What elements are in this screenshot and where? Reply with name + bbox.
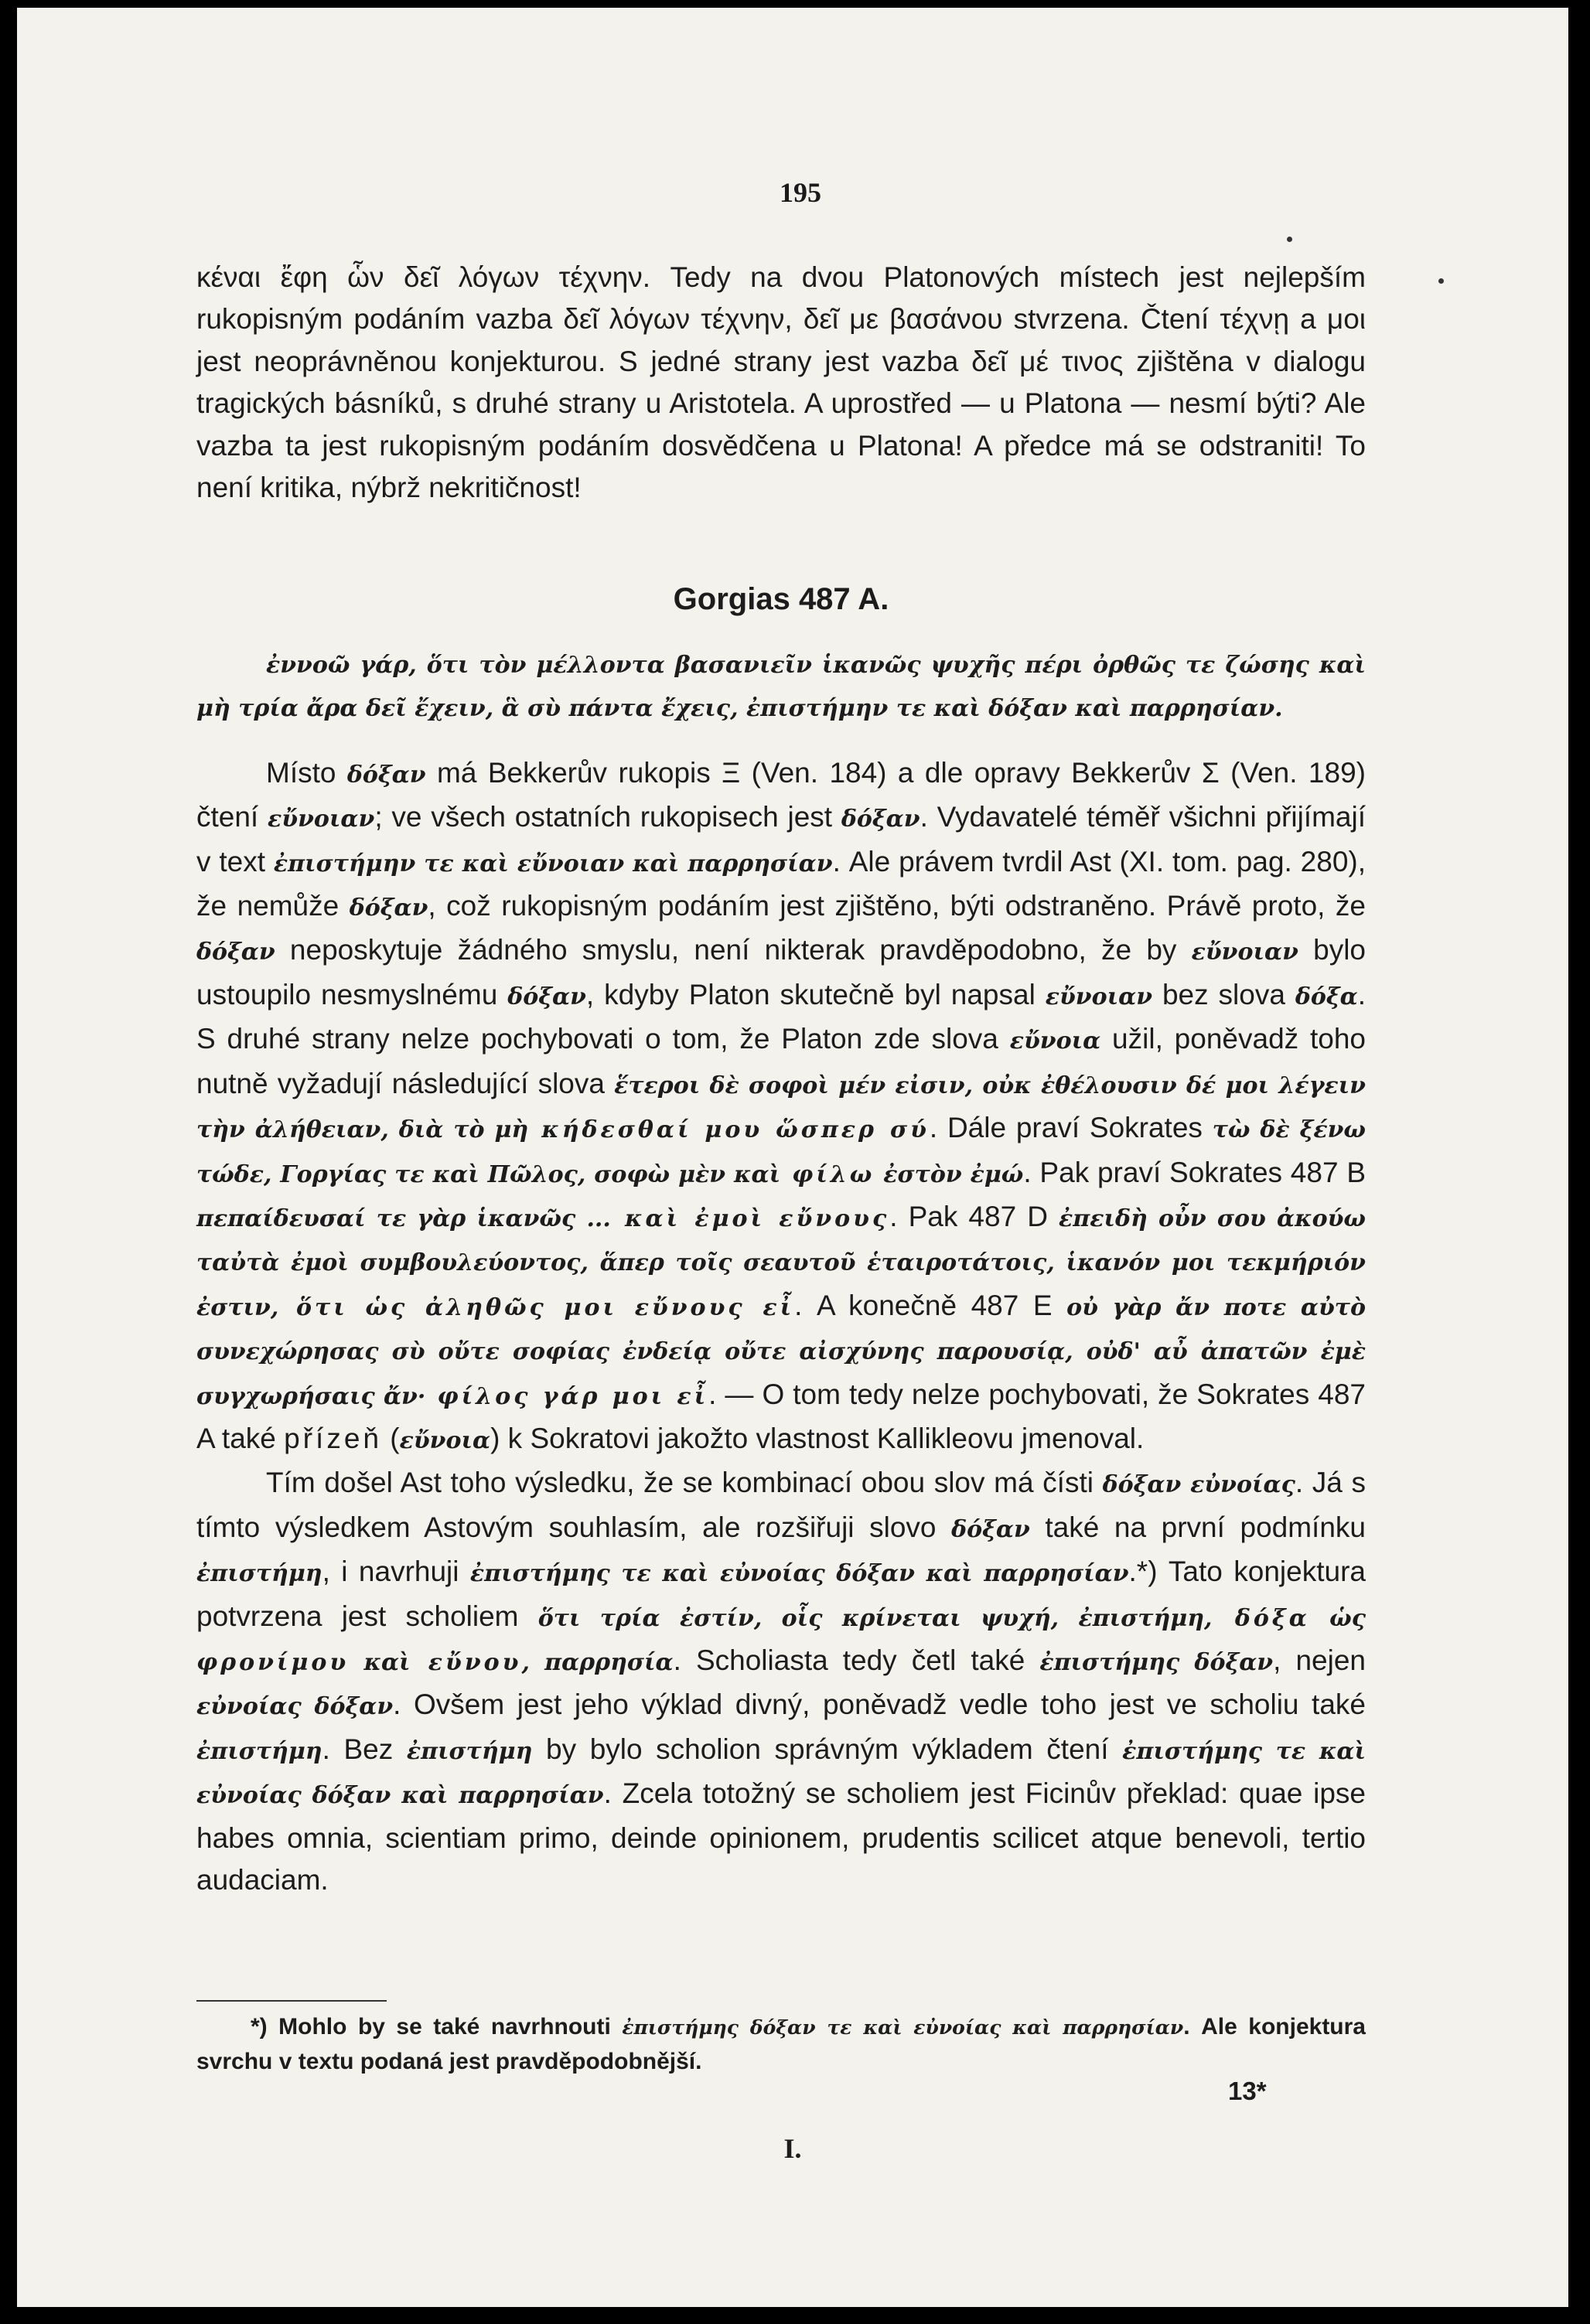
- scanned-page: [17, 8, 1568, 2307]
- footnote-divider: [196, 2000, 387, 2002]
- sheet-mark: I.: [783, 2133, 802, 2164]
- footnote: *) Mohlo by se také navrhnouti ἐπιστήμης δόξαν τε καὶ εὐνοίας καὶ παρρησίαν. Ale konjektura svrchu v textu podaná jest pravděpodobnější.: [196, 2014, 1366, 2074]
- body-text: [196, 257, 1366, 1901]
- ink-speck: [1438, 278, 1444, 284]
- greek-quote: ἐννοῶ γάρ, ὅτι τὸν μέλλοντα βασανιεῖν ἱκανῶς ψυχῆς πέρι ὀρθῶς τε ζώσης καὶ μὴ τρία ἄρα δεῖ ἔχειν, ἃ σὺ πάντα ἔχεις, ἐπιστήμην τε καὶ δόξαν καὶ παρρησίαν.: [196, 651, 1366, 722]
- paragraph-2: Místo δόξαν má Bekkerův rukopis Ξ (Ven. 184) a dle opravy Bekkerův Σ (Ven. 189) čtení εὔνοιαν; ve všech ostatních rukopisech jest δόξαν. Vydavatelé téměř všichni přijímají v text ἐπιστήμην τε καὶ εὔνοιαν καὶ παρρησίαν. Ale právem tvrdil Ast (XI. tom. pag. 280), že nemůže δόξαν, což rukopisným podáním jest zjištěno, býti odstraněno. Právě proto, že δόξαν neposkytuje žádného smyslu, není nikterak pravděpodobno, že by εὔνοιαν bylo ustoupilo nesmyslnému δόξαν, kdyby Platon skutečně byl napsal εὔνοιαν bez slova δόξα. S druhé strany nelze pochybovati o tom, že Platon zde slova εὔνοια užil, poněvadž toho nutně vyžadují následující slova ἕτεροι δὲ σοφοὶ μέν εἰσιν, οὐκ ἐθέλουσιν δέ μοι λέγειν τὴν ἀλήθειαν, διὰ τὸ μὴ κήδεσθαί μου ὥσπερ σύ. Dále praví Sokrates τὼ δὲ ξένω τώδε, Γοργίας τε καὶ Πῶλος, σοφὼ μὲν καὶ φίλω ἐστὸν ἐμώ. Pak praví Sokrates 487 B πεπαίδευσαί τε γὰρ ἱκανῶς ... καὶ ἐμοὶ εὔνους. Pak 487 D ἐπειδὴ οὖν σου ἀκούω ταὐτὰ ἐμοὶ συμβουλεύοντος, ἅπερ τοῖς σεαυτοῦ ἑταιροτάτοις, ἱκανόν μοι τεκμήριόν ἐστιν, ὅτι ὡς ἀληθῶς μοι εὔνους εἶ. A konečně 487 E οὐ γὰρ ἄν ποτε αὐτὸ συνεχώρησας σὺ οὔτε σοφίας ἐνδείᾳ οὔτε αἰσχύνης παρουσίᾳ, οὐδ' αὖ ἀπατῶν ἐμὲ συγχωρήσαις ἄν· φίλος γάρ μοι εἶ. — O tom tedy nelze pochybovati, že Sokrates 487 A také přízeň (εὔνοια) k Sokratovi jakožto vlastnost Kallikleovu jmenoval.: [196, 756, 1367, 1454]
- page-number: 195: [780, 177, 821, 208]
- paragraph-3: Tím došel Ast toho výsledku, že se kombinací obou slov má čísti δόξαν εὐνοίας. Já s tímto výsledkem Astovým souhlasím, ale rozšiřuji slovo δόξαν také na první podmínku ἐπιστήμη, i navrhuji ἐπιστήμης τε καὶ εὐνοίας δόξαν καὶ παρρησίαν.*) Tato konjektura potvrzena jest scholiem ὅτι τρία ἐστίν, οἷς κρίνεται ψυχή, ἐπιστήμη, δόξα ὡς φρονίμου καὶ εὔνου, παρρησία. Scholiasta tedy četl také ἐπιστήμης δόξαν, nejen εὐνοίας δόξαν. Ovšem jest jeho výklad divný, poněvadž vedle toho jest ve scholiu také ἐπιστήμη. Bez ἐπιστήμη by bylo scholion správným výkladem čtení ἐπιστήμης τε καὶ εὐνοίας δόξαν καὶ παρρησίαν. Zcela totožný se scholiem jest Ficinův překlad: quae ipse habes omnia, scientiam primo, deinde opinionem, prudentis scilicet atque benevoli, tertio audaciam.: [196, 1467, 1367, 1896]
- ink-speck: [1287, 237, 1292, 242]
- signature-mark: 13*: [1228, 2077, 1267, 2105]
- section-heading: Gorgias 487 A.: [673, 582, 889, 617]
- paragraph-1: κέναι ἔφη ὧν δεῖ λόγων τέχνην. Tedy na dvou Platonových místech jest nejlepším rukopisným podáním vazba δεῖ λόγων τέχνην, δεῖ με βασάνου stvrzena. Čtení τέχνῃ a μοι jest neoprávněnou konjekturou. S jedné strany jest vazba δεῖ μέ τινος zjištěna v dialogu tragických básníků, s druhé strany u Aristotela. A uprostřed — u Platona — nesmí býti? Ale vazba ta jest rukopisným podáním dosvědčena u Platona! A předce má se odstraniti! To není kritika, nýbrž nekritičnost!: [196, 261, 1366, 504]
